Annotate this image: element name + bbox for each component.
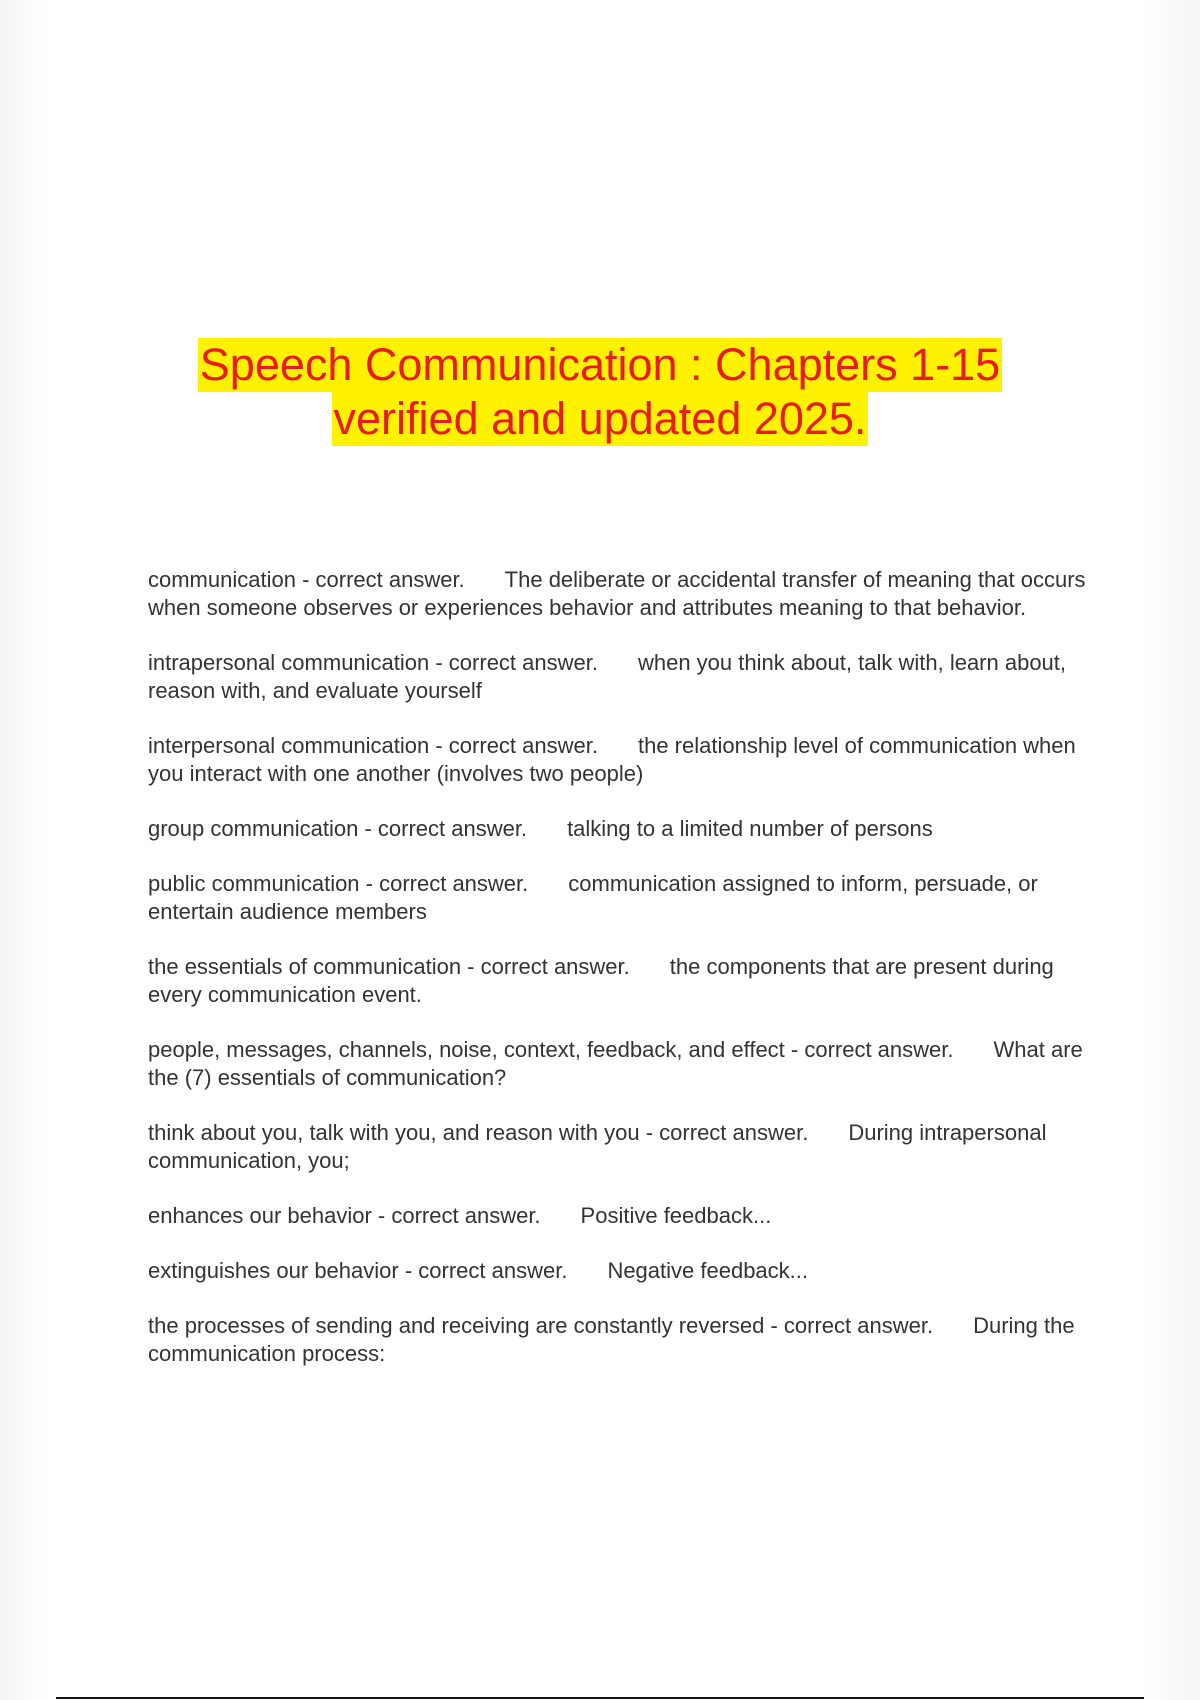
entry-term: think about you, talk with you, and reason with you - correct answer. (148, 1120, 809, 1145)
flashcard-list (148, 566, 1088, 1395)
list-item (148, 1119, 1088, 1175)
entry-term: group communication - correct answer. (148, 816, 528, 841)
entry-definition: Positive feedback... (580, 1203, 772, 1228)
entry-definition: The deliberate or accidental transfer of meaning that occurs when someone observes or experiences behavior and attributes meaning to that behavior. (148, 567, 1086, 620)
list-item (148, 953, 1088, 1009)
list-item (148, 870, 1088, 926)
entry-term: enhances our behavior - correct answer. (148, 1203, 541, 1228)
entry-definition: What are the (7) essentials of communication? (148, 1037, 1083, 1090)
entry-term: interpersonal communication - correct answer. (148, 733, 598, 758)
entry-definition: the relationship level of communication when you interact with one another (involves two people) (148, 733, 1076, 786)
entry-definition: communication assigned to inform, persuade, or entertain audience members (148, 871, 1038, 924)
page-shadow-left (0, 0, 48, 1700)
entry-term: intrapersonal communication - correct answer. (148, 650, 598, 675)
entry-definition: talking to a limited number of persons (567, 816, 933, 841)
entry-definition: During intrapersonal communication, you; (148, 1120, 1047, 1173)
list-item (148, 1312, 1088, 1368)
entry-term: the essentials of communication - correct answer. (148, 954, 630, 979)
list-item (148, 732, 1088, 788)
list-item (148, 649, 1088, 705)
entry-definition: Negative feedback... (607, 1258, 809, 1283)
entry-term: extinguishes our behavior - correct answer. (148, 1258, 568, 1283)
document-title (0, 338, 1200, 446)
list-item (148, 1257, 1088, 1285)
entry-definition: During the communication process: (148, 1313, 1075, 1366)
entry-definition: when you think about, talk with, learn about, reason with, and evaluate yourself (148, 650, 1067, 703)
title-line-2: verified and updated 2025. (333, 393, 867, 444)
list-item (148, 1202, 1088, 1230)
title-line-1: Speech Communication : Chapters 1-15 (199, 339, 1001, 390)
entry-term: public communication - correct answer. (148, 871, 529, 896)
entry-term: communication - correct answer. (148, 567, 465, 592)
list-item (148, 566, 1088, 622)
list-item (148, 1036, 1088, 1092)
list-item (148, 815, 1088, 843)
page-shadow-right (1140, 0, 1200, 1700)
entry-definition: the components that are present during every communication event. (148, 954, 1054, 1007)
entry-term: people, messages, channels, noise, context, feedback, and effect - correct answer. (148, 1037, 954, 1062)
page-bottom-rule (56, 1697, 1144, 1699)
entry-term: the processes of sending and receiving are constantly reversed - correct answer. (148, 1313, 934, 1338)
